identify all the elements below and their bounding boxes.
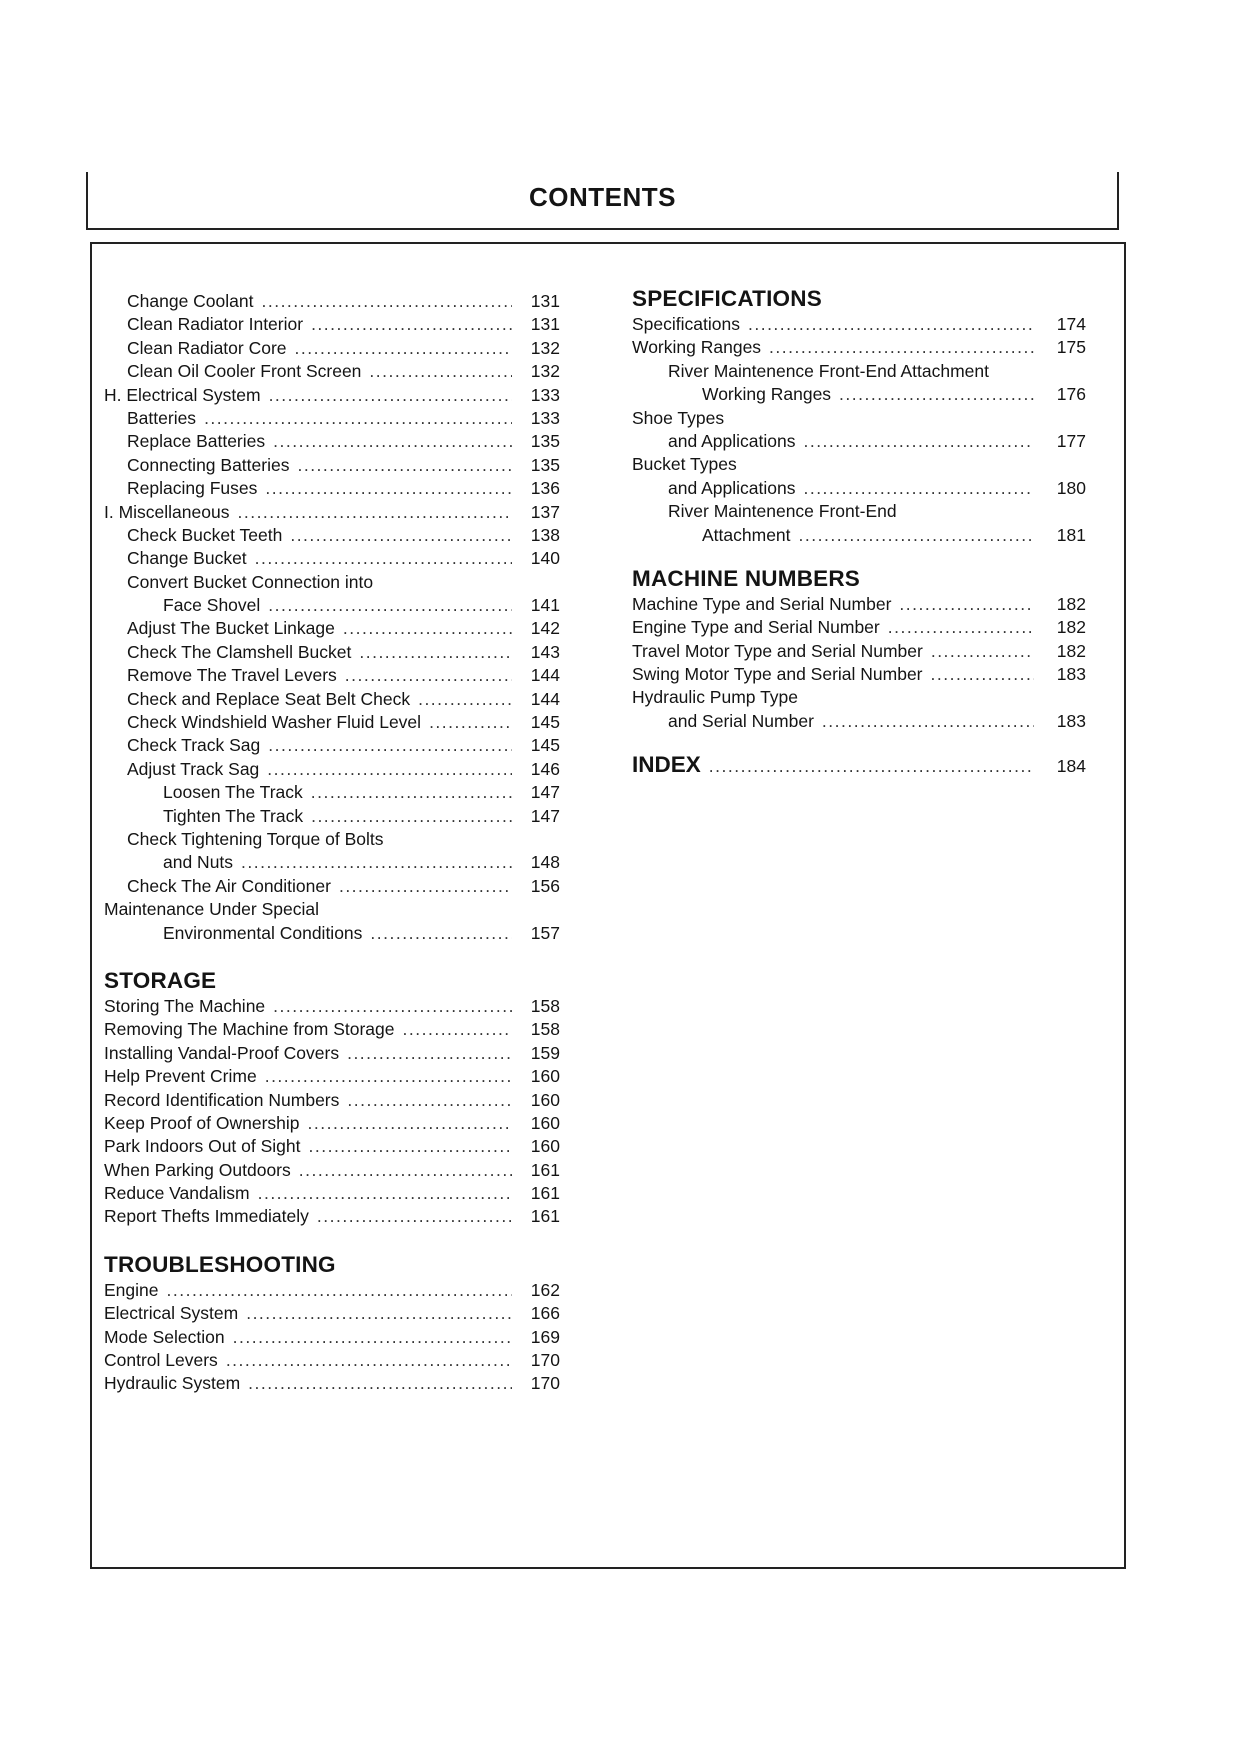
toc-entry[interactable] [104, 1182, 560, 1205]
leader-dots [233, 1326, 512, 1349]
toc-entry[interactable] [632, 640, 1086, 663]
toc-entry-page: 169 [530, 1326, 560, 1347]
toc-entry-page: 183 [1056, 664, 1086, 685]
toc-entry[interactable] [104, 641, 560, 664]
toc-entry[interactable] [104, 711, 560, 734]
toc-entry[interactable] [104, 1205, 560, 1228]
toc-entry-title: Environmental Conditions [163, 922, 363, 943]
left-column [104, 290, 560, 1396]
toc-entry [632, 453, 1086, 476]
toc-entry-page: 137 [530, 501, 560, 522]
leader-dots [931, 663, 1034, 686]
toc-entry-page: 183 [1056, 710, 1086, 731]
toc-entry-page: 136 [530, 478, 560, 499]
leader-dots [241, 851, 512, 874]
toc-entry-page: 145 [530, 735, 560, 756]
toc-entry[interactable] [632, 524, 1086, 547]
toc-entry[interactable] [632, 313, 1086, 336]
toc-entry[interactable] [104, 617, 560, 640]
leader-dots [261, 290, 512, 313]
toc-entry-page: 182 [1056, 593, 1086, 614]
toc-entry-title: Convert Bucket Connection into [127, 571, 374, 592]
toc-entry[interactable] [104, 1042, 560, 1065]
index-entry[interactable] [632, 751, 1086, 779]
toc-entry[interactable] [632, 477, 1086, 500]
toc-entry-title: Shoe Types [632, 407, 725, 428]
leader-dots [308, 1112, 512, 1135]
toc-entry-page: 156 [530, 875, 560, 896]
toc-entry-title: Keep Proof of Ownership [104, 1112, 300, 1133]
toc-entry-title: When Parking Outdoors [104, 1159, 291, 1180]
leader-dots [273, 995, 512, 1018]
machine-numbers-heading: MACHINE NUMBERS [632, 565, 860, 591]
toc-entry[interactable] [104, 454, 560, 477]
toc-entry-page: 147 [530, 805, 560, 826]
toc-entry[interactable] [104, 1372, 560, 1395]
toc-entry[interactable] [104, 922, 560, 945]
toc-entry-page: 131 [530, 291, 560, 311]
toc-entry-title: Maintenance Under Special [104, 899, 319, 920]
toc-entry[interactable] [104, 290, 560, 313]
leader-dots [822, 710, 1034, 733]
toc-entry-page: 162 [530, 1279, 560, 1300]
toc-entry-title: Working Ranges [702, 384, 832, 405]
toc-entry-page: 141 [530, 595, 560, 616]
leader-dots [309, 1135, 513, 1158]
toc-entry-page: 161 [530, 1183, 560, 1204]
leader-dots [803, 430, 1034, 453]
toc-entry-title: Connecting Batteries [127, 454, 290, 475]
toc-entry-title: Working Ranges [632, 337, 762, 358]
toc-entry-title: and Serial Number [668, 710, 814, 731]
toc-entry[interactable] [632, 593, 1086, 616]
toc-entry-page: 182 [1056, 617, 1086, 638]
toc-entry-page: 174 [1056, 314, 1086, 334]
leader-dots [931, 640, 1034, 663]
toc-entry-title: Face Shovel [163, 595, 261, 616]
leader-dots [748, 313, 1034, 336]
toc-entry-page: 180 [1056, 477, 1086, 498]
toc-entry-title: Control Levers [104, 1350, 218, 1371]
toc-entry[interactable] [104, 430, 560, 453]
toc-entry-page: 158 [530, 995, 560, 1016]
toc-entry-title: Check and Replace Seat Belt Check [127, 688, 411, 709]
contents-header-frame [86, 172, 1119, 230]
toc-entry-title: Swing Motor Type and Serial Number [632, 664, 923, 685]
toc-entry-page: 144 [530, 665, 560, 686]
leader-dots [273, 430, 512, 453]
toc-entry-title: Park Indoors Out of Sight [104, 1136, 301, 1157]
toc-entry[interactable] [632, 663, 1086, 686]
toc-entry-title: Loosen The Track [163, 782, 303, 803]
toc-entry-title: Attachment [702, 524, 791, 545]
toc-entry-title: Machine Type and Serial Number [632, 593, 892, 614]
toc-entry-page: 144 [530, 688, 560, 709]
toc-entry-page: 145 [530, 712, 560, 733]
toc-entry-title: Change Bucket [127, 548, 247, 569]
toc-entry-page: 177 [1056, 430, 1086, 451]
toc-entry-title: Replace Batteries [127, 431, 266, 452]
toc-entry-page: 142 [530, 618, 560, 639]
toc-entry[interactable] [104, 313, 560, 336]
toc-entry-title: Check Bucket Teeth [127, 524, 283, 545]
toc-entry[interactable] [632, 430, 1086, 453]
toc-entry-title: Specifications [632, 314, 740, 334]
toc-entry-title: Replacing Fuses [127, 478, 258, 499]
leader-dots [226, 1349, 512, 1372]
toc-entry[interactable] [104, 477, 560, 500]
toc-entry[interactable] [632, 336, 1086, 359]
toc-entry-title: Check Track Sag [127, 735, 261, 756]
toc-entry[interactable] [104, 337, 560, 360]
index-page: 184 [1056, 756, 1086, 777]
toc-entry-page: 133 [530, 407, 560, 428]
leader-dots [246, 1302, 512, 1325]
toc-entry-page: 157 [530, 922, 560, 943]
leader-dots [269, 384, 512, 407]
toc-entry [632, 360, 1086, 383]
toc-entry[interactable] [104, 1135, 560, 1158]
leader-dots [295, 337, 512, 360]
toc-entry-title: Electrical System [104, 1303, 239, 1324]
toc-entry-title: Adjust The Bucket Linkage [127, 618, 335, 639]
toc-entry[interactable] [104, 384, 560, 407]
troubleshooting-heading: TROUBLESHOOTING [104, 1251, 336, 1277]
toc-entry-title: Reduce Vandalism [104, 1183, 250, 1204]
toc-entry[interactable] [104, 547, 560, 570]
leader-dots [370, 922, 512, 945]
leader-dots [265, 477, 512, 500]
leader-dots [709, 752, 1034, 780]
toc-entry-page: 175 [1056, 337, 1086, 358]
toc-entry-title: Installing Vandal-Proof Covers [104, 1042, 340, 1063]
toc-entry-page: 160 [530, 1112, 560, 1133]
toc-entry-title: and Nuts [163, 852, 234, 873]
leader-dots [311, 781, 512, 804]
leader-dots [297, 454, 512, 477]
toc-entry[interactable] [104, 805, 560, 828]
toc-entry[interactable] [104, 758, 560, 781]
toc-entry-page: 160 [530, 1066, 560, 1087]
toc-entry-page: 138 [530, 524, 560, 545]
toc-entry-title: Batteries [127, 407, 197, 428]
toc-entry[interactable] [104, 995, 560, 1018]
toc-entry-title: Record Identification Numbers [104, 1089, 340, 1110]
specifications-heading: SPECIFICATIONS [632, 286, 822, 311]
toc-entry-page: 170 [530, 1350, 560, 1371]
toc-entry-title: Hydraulic System [104, 1373, 241, 1394]
toc-entry[interactable] [104, 1112, 560, 1135]
left-entries [104, 290, 560, 945]
toc-entry[interactable] [104, 1349, 560, 1372]
leader-dots [899, 593, 1034, 616]
toc-entry[interactable] [104, 1279, 560, 1302]
leader-dots [268, 594, 512, 617]
toc-entry-title: Report Thefts Immediately [104, 1206, 309, 1227]
toc-entry[interactable] [632, 383, 1086, 406]
toc-entry-page: 133 [530, 384, 560, 405]
leader-dots [403, 1018, 512, 1041]
toc-entry-page: 158 [530, 1019, 560, 1040]
toc-entry-title: Tighten The Track [163, 805, 304, 826]
toc-entry-page: 132 [530, 337, 560, 358]
toc-entry[interactable] [104, 664, 560, 687]
right-column [632, 285, 1086, 779]
leader-dots [299, 1159, 512, 1182]
toc-entry [632, 407, 1086, 430]
toc-entry-title: Check Windshield Washer Fluid Level [127, 712, 422, 733]
leader-dots [345, 664, 512, 687]
leader-dots [347, 1089, 512, 1112]
toc-entry-page: 160 [530, 1089, 560, 1110]
toc-entry-page: 161 [530, 1159, 560, 1180]
index-label: INDEX [632, 752, 701, 778]
toc-entry[interactable] [104, 875, 560, 898]
leader-dots [317, 1205, 512, 1228]
leader-dots [888, 616, 1034, 639]
leader-dots [290, 524, 512, 547]
toc-entry-page: 148 [530, 852, 560, 873]
leader-dots [769, 336, 1034, 359]
leader-dots [204, 407, 512, 430]
toc-entry-title: Check The Clamshell Bucket [127, 641, 352, 662]
leader-dots [267, 758, 512, 781]
leader-dots [429, 711, 512, 734]
leader-dots [258, 1182, 512, 1205]
toc-entry-page: 181 [1056, 524, 1086, 545]
leader-dots [248, 1372, 512, 1395]
toc-entry-title: Clean Radiator Core [127, 337, 287, 358]
toc-entry-page: 161 [530, 1206, 560, 1227]
toc-entry-title: Help Prevent Crime [104, 1066, 257, 1087]
toc-entry-page: 140 [530, 548, 560, 569]
toc-entry[interactable] [104, 781, 560, 804]
toc-entry-title: Storing The Machine [104, 995, 266, 1016]
toc-entry-title: Engine [104, 1279, 159, 1300]
toc-entry-title: I. Miscellaneous [104, 501, 230, 522]
toc-entry-title: and Applications [668, 430, 796, 451]
leader-dots [369, 360, 512, 383]
leader-dots [311, 805, 512, 828]
toc-entry-title: Check Tightening Torque of Bolts [127, 828, 384, 849]
toc-entry-title: Engine Type and Serial Number [632, 617, 880, 638]
leader-dots [803, 477, 1034, 500]
leader-dots [311, 313, 512, 336]
toc-entry-page: 166 [530, 1303, 560, 1324]
leader-dots [237, 501, 512, 524]
toc-entry [632, 500, 1086, 523]
leader-dots [167, 1279, 513, 1302]
toc-entry[interactable] [104, 360, 560, 383]
toc-entry-title: River Maintenence Front-End [668, 501, 897, 522]
page-title: CONTENTS [529, 182, 676, 212]
toc-entry-title: Bucket Types [632, 454, 737, 475]
toc-entry-title: Clean Radiator Interior [127, 314, 304, 335]
toc-entry[interactable] [104, 734, 560, 757]
toc-entry-title: Remove The Travel Levers [127, 665, 337, 686]
toc-entry[interactable] [104, 1089, 560, 1112]
leader-dots [418, 688, 512, 711]
toc-entry-title: Travel Motor Type and Serial Number [632, 640, 923, 661]
toc-entry-page: 147 [530, 782, 560, 803]
toc-entry[interactable] [104, 1302, 560, 1325]
toc-entry-page: 176 [1056, 384, 1086, 405]
storage-entries [104, 995, 560, 1229]
leader-dots [799, 524, 1034, 547]
toc-entry[interactable] [104, 524, 560, 547]
troubleshooting-entries [104, 1279, 560, 1396]
leader-dots [255, 547, 512, 570]
toc-entry[interactable] [104, 1065, 560, 1088]
leader-dots [347, 1042, 512, 1065]
toc-entry-page: 182 [1056, 640, 1086, 661]
toc-entry-title: Mode Selection [104, 1326, 225, 1347]
leader-dots [268, 734, 512, 757]
toc-entry-title: Removing The Machine from Storage [104, 1019, 395, 1040]
toc-entry[interactable] [104, 1159, 560, 1182]
toc-entry [104, 571, 560, 594]
toc-entry-page: 146 [530, 758, 560, 779]
toc-entry-title: Clean Oil Cooler Front Screen [127, 361, 362, 382]
toc-entry-page: 132 [530, 361, 560, 382]
toc-entry-title: and Applications [668, 477, 796, 498]
toc-entry[interactable] [104, 851, 560, 874]
toc-entry[interactable] [632, 616, 1086, 639]
toc-entry[interactable] [104, 501, 560, 524]
toc-entry-page: 159 [530, 1042, 560, 1063]
toc-entry-page: 170 [530, 1373, 560, 1394]
storage-heading: STORAGE [104, 967, 217, 993]
leader-dots [359, 641, 512, 664]
leader-dots [265, 1065, 512, 1088]
leader-dots [839, 383, 1034, 406]
toc-entry[interactable] [632, 710, 1086, 733]
toc-entry-page: 131 [530, 314, 560, 335]
toc-entry-title: Change Coolant [127, 291, 254, 311]
toc-entry-title: Hydraulic Pump Type [632, 687, 799, 708]
toc-entry[interactable] [104, 1018, 560, 1041]
toc-entry[interactable] [104, 594, 560, 617]
toc-entry-page: 135 [530, 431, 560, 452]
machine-numbers-entries [632, 593, 1086, 733]
toc-entry-page: 143 [530, 641, 560, 662]
toc-entry-title: H. Electrical System [104, 384, 261, 405]
toc-entry-title: Adjust Track Sag [127, 758, 260, 779]
leader-dots [339, 875, 512, 898]
toc-entry-title: River Maintenence Front-End Attachment [668, 360, 989, 381]
toc-entry [104, 898, 560, 921]
specifications-entries [632, 313, 1086, 547]
leader-dots [343, 617, 512, 640]
toc-entry[interactable] [104, 688, 560, 711]
toc-entry[interactable] [104, 1326, 560, 1349]
toc-entry-page: 135 [530, 454, 560, 475]
toc-entry [104, 828, 560, 851]
toc-entry-page: 160 [530, 1136, 560, 1157]
toc-entry [632, 686, 1086, 709]
toc-entry-title: Check The Air Conditioner [127, 875, 331, 896]
toc-entry[interactable] [104, 407, 560, 430]
